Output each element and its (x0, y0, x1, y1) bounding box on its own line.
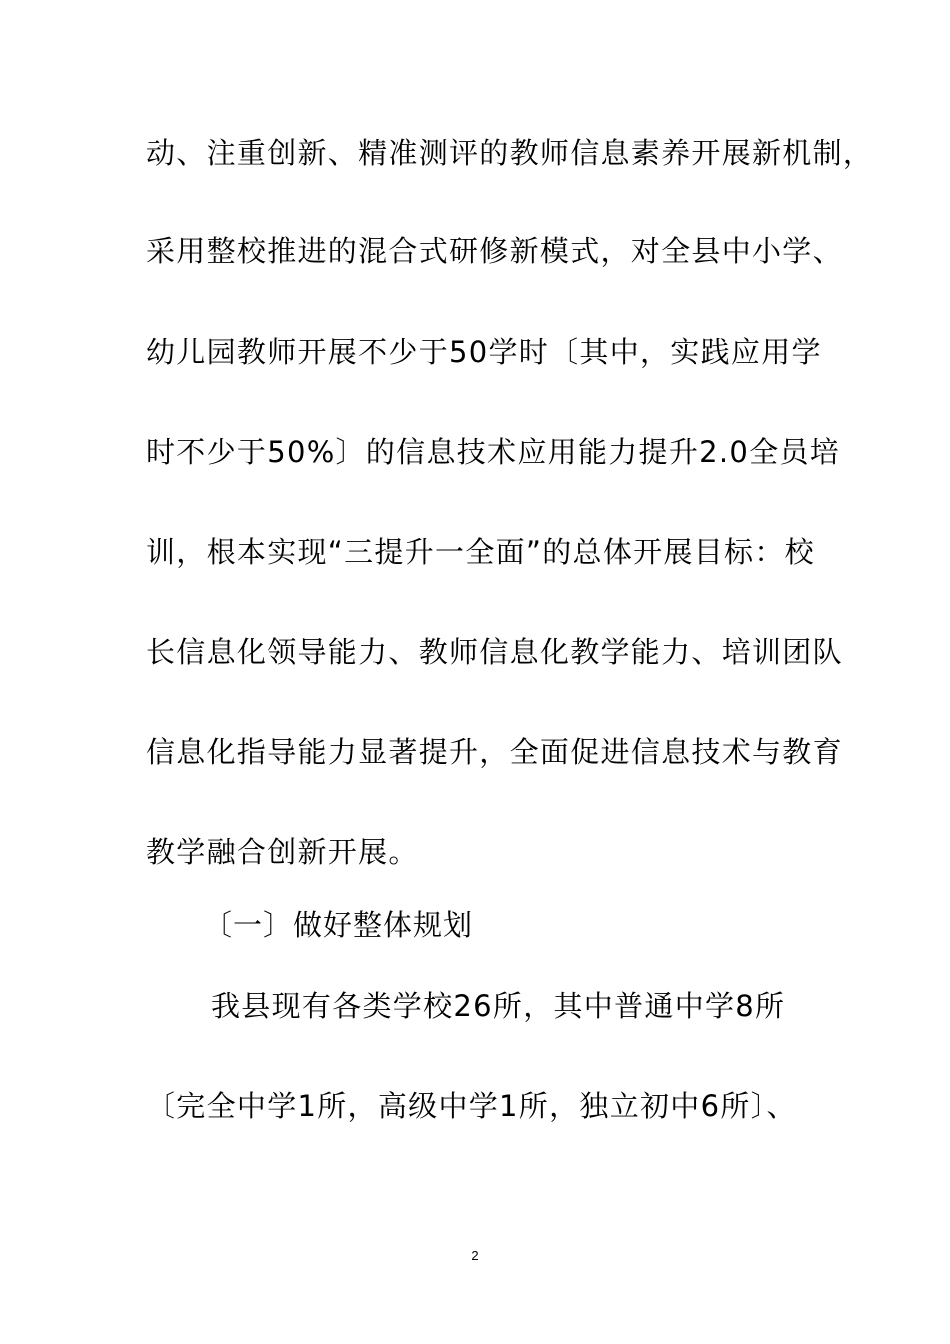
page-number: 2 (471, 1248, 479, 1263)
body-text-line: 长信息化领导能力、教师信息化教学能力、培训团队 (146, 635, 843, 669)
body-text-line: 〔完全中学1所，高级中学1所，独立初中6所〕、 (146, 1089, 797, 1123)
body-text-line: 采用整校推进的混合式研修新模式，对全县中小学、 (146, 234, 843, 268)
body-text-line: 动、注重创新、精准测评的教师信息素养开展新机制， (146, 136, 874, 170)
body-text-line: 幼儿园教师开展不少于50学时〔其中，实践应用学 (146, 335, 822, 369)
body-text-line: 我县现有各类学校26所，其中普通中学8所 (211, 989, 786, 1023)
body-text-line: 信息化指导能力显著提升，全面促进信息技术与教育 (146, 735, 843, 769)
section-heading: 〔一〕做好整体规划 (203, 908, 474, 942)
body-text-line: 教学融合创新开展。 (146, 835, 419, 869)
body-text-line: 训，根本实现“三提升一全面”的总体开展目标：校 (146, 535, 815, 569)
body-text-line: 时不少于50%〕的信息技术应用能力提升2.0全员培 (146, 435, 841, 469)
